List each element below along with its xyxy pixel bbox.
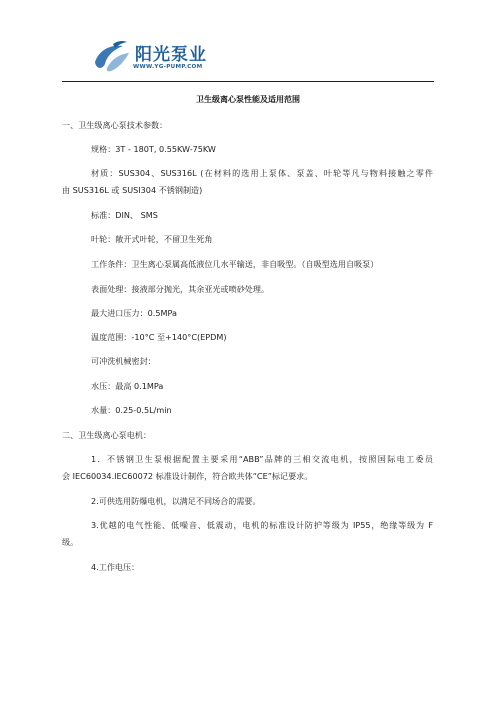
motor-item-3-line-1: 3.优越的电气性能、低噪音、低震动，电机的标准设计防护等级为 IP55，绝缘等级为 F <box>91 520 433 530</box>
motor-item-2: 2.可供选用防爆电机，以满足不同场合的需要。 <box>91 496 261 506</box>
conditions-line: 工作条件：卫生离心泵属高低液位几水平输送，非自吸型。（自吸型选用自吸泵） <box>91 259 379 269</box>
page-header <box>0 0 496 82</box>
seal-heading: 可冲洗机械密封： <box>91 356 156 366</box>
motor-item-1-line-2: 会 IEC60034.IEC60072 标准设计制作，符合欧共体“CE”标记要求。 <box>62 471 313 481</box>
spec-line: 规格：3T - 180T, 0.55KW-75KW <box>91 144 216 154</box>
impeller-line: 叶轮：敞开式叶轮，不留卫生死角 <box>91 234 213 244</box>
max-pressure-line: 最大进口压力：0.5MPa <box>91 308 177 318</box>
section-heading-specs: 一、卫生级离心泵技术参数： <box>62 120 168 130</box>
brand-url: WWW.YG-PUMP.COM <box>133 64 203 70</box>
standard-line: 标准：DIN、 SMS <box>91 210 158 220</box>
surface-line: 表面处理：接液部分抛光，其余亚光或喷砂处理。 <box>91 284 270 294</box>
brand-name: 阳光泵业 <box>135 45 207 65</box>
document-title: 卫生级离心泵性能及适用范围 <box>196 95 300 104</box>
droplet-logo-icon <box>93 40 131 74</box>
water-volume-line: 水量：0.25-0.5L/min <box>91 405 172 415</box>
motor-item-1-line-1: 1．不锈钢卫生泵根据配置主要采用“ABB”品牌的三相交流电机，按照国际电工委员 <box>91 454 433 464</box>
motor-item-3-line-2: 级。 <box>62 537 79 547</box>
material-line-1: 材质：SUS304、SUS316L (在材料的选用上泵体、泵盖、叶轮等凡与物料接触之零件 <box>91 168 433 178</box>
water-pressure-line: 水压：最高 0.1MPa <box>91 381 164 391</box>
header-divider <box>62 81 434 82</box>
section-heading-motor: 二、卫生级离心泵电机： <box>62 430 152 440</box>
temperature-line: 温度范围：-10°C 至+140°C(EPDM) <box>91 332 227 342</box>
motor-item-4: 4.工作电压： <box>91 562 140 572</box>
material-line-2: 由 SUS316L 或 SUSI304 不锈钢制造) <box>62 185 203 195</box>
